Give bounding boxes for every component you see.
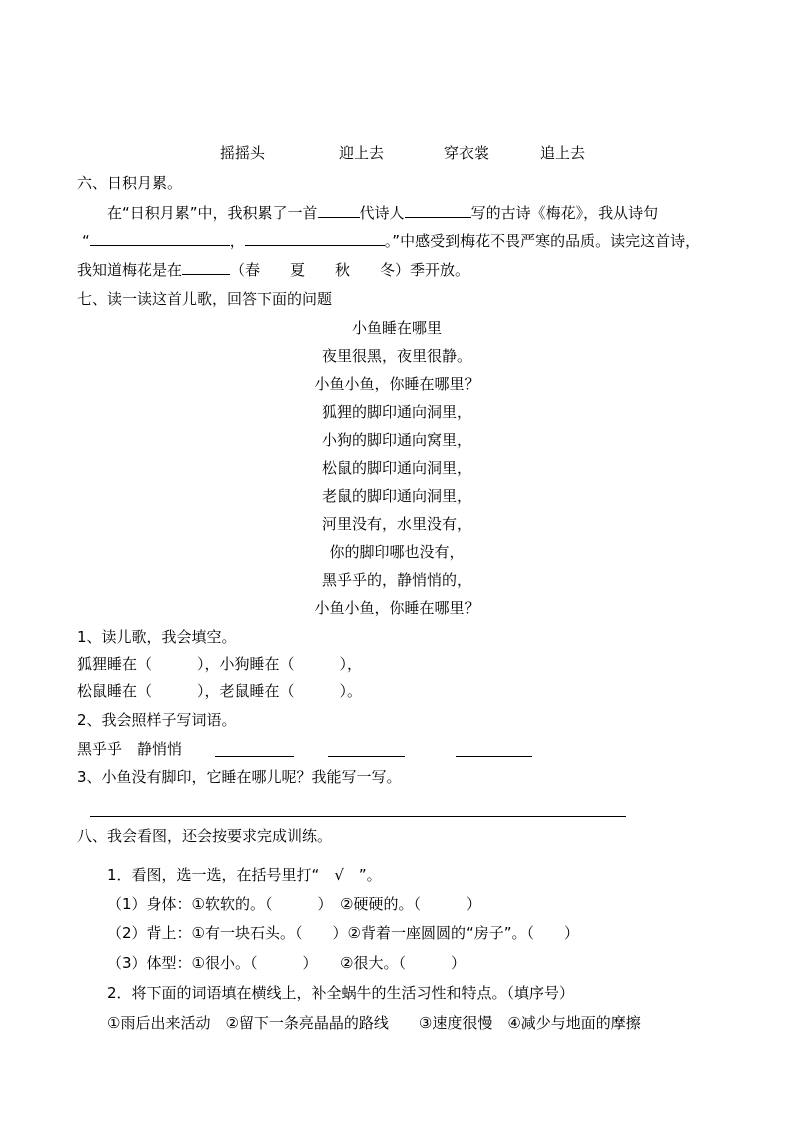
section6-line1 bbox=[107, 203, 658, 223]
poem-line: 你的脚印哪也没有， bbox=[329, 543, 465, 561]
choice-size: （3）体型：①很小。（ ） ②很大。（ ） bbox=[107, 954, 466, 972]
poem-line: 小鱼小鱼，你睡在哪里？ bbox=[314, 375, 480, 393]
poem-line: 夜里很黑，夜里很静。 bbox=[321, 347, 472, 365]
poet-blank[interactable] bbox=[405, 203, 471, 218]
poem-line: 黑乎乎的，静悄悄的， bbox=[321, 571, 472, 589]
section7-title: 七、读一读这首儿歌，回答下面的问题 bbox=[77, 290, 333, 308]
question-2-examples: 黑乎乎 静悄悄 bbox=[77, 740, 183, 758]
dynasty-blank[interactable] bbox=[318, 203, 360, 218]
word-1: 摇摇头 bbox=[220, 144, 266, 162]
poem-line: 松鼠的脚印通向洞里， bbox=[321, 459, 472, 477]
sub-question-2: 2．将下面的词语填在横线上，补全蜗牛的生活习性和特点。（填序号） bbox=[107, 984, 575, 1002]
choice-back: （2）背上：①有一块石头。（ ）②背着一座圆圆的“房子”。（ ） bbox=[107, 924, 579, 942]
section8-title: 八、我会看图，还会按要求完成训练。 bbox=[77, 827, 333, 845]
question-1-line-2: 松鼠睡在（ ），老鼠睡在（ ）。 bbox=[77, 682, 363, 700]
section6-line3 bbox=[77, 260, 470, 280]
question-2: 2、我会照样子写词语。 bbox=[77, 711, 237, 729]
sub-question-1: 1．看图，选一选，在括号里打“ √ ”。 bbox=[107, 866, 382, 884]
verse-blank-1[interactable] bbox=[90, 231, 230, 246]
word-options: ①雨后出来活动 ②留下一条亮晶晶的路线 ③速度很慢 ④减少与地面的摩擦 bbox=[107, 1014, 641, 1032]
line1-text-a: 在“日积月累”中，我积累了一首 bbox=[107, 204, 318, 222]
line3-text-b: （春 夏 秋 冬）季开放。 bbox=[230, 261, 471, 279]
answer-line[interactable] bbox=[90, 816, 626, 817]
word-4: 追上去 bbox=[540, 144, 586, 162]
verse-blank-2[interactable] bbox=[245, 231, 385, 246]
question-1-line-1: 狐狸睡在（ ），小狗睡在（ ）， bbox=[77, 655, 363, 673]
poem-line: 小鱼小鱼，你睡在哪里？ bbox=[314, 599, 480, 617]
section6-title: 六、日积月累。 bbox=[77, 174, 183, 192]
question-3: 3、小鱼没有脚印，它睡在哪儿呢？我能写一写。 bbox=[77, 768, 402, 786]
open-quote: “ bbox=[82, 232, 90, 250]
section6-line2 bbox=[82, 231, 700, 251]
poem-title: 小鱼睡在哪里 bbox=[351, 319, 442, 337]
poem-line: 老鼠的脚印通向洞里， bbox=[321, 487, 472, 505]
season-blank[interactable] bbox=[182, 260, 230, 275]
word-blank-2[interactable] bbox=[328, 756, 405, 757]
line1-text-b: 代诗人 bbox=[359, 204, 405, 222]
poem-line: 小狗的脚印通向窝里， bbox=[321, 431, 472, 449]
choice-body: （1）身体：①软软的。（ ） ②硬硬的。（ ） bbox=[107, 895, 481, 913]
poem-line: 河里没有，水里没有， bbox=[321, 515, 472, 533]
word-3: 穿衣裳 bbox=[444, 144, 490, 162]
word-2: 迎上去 bbox=[339, 144, 385, 162]
word-blank-1[interactable] bbox=[215, 756, 294, 757]
question-1: 1、读儿歌，我会填空。 bbox=[77, 628, 237, 646]
line1-text-c: 写的古诗《梅花》，我从诗句 bbox=[470, 204, 659, 222]
word-blank-3[interactable] bbox=[456, 756, 532, 757]
line2-text-b: 。”中感受到梅花不畏严寒的品质。读完这首诗， bbox=[384, 232, 701, 250]
poem-line: 狐狸的脚印通向洞里， bbox=[321, 403, 472, 421]
comma: ， bbox=[229, 232, 245, 250]
line3-text-a: 我知道梅花是在 bbox=[77, 261, 183, 279]
